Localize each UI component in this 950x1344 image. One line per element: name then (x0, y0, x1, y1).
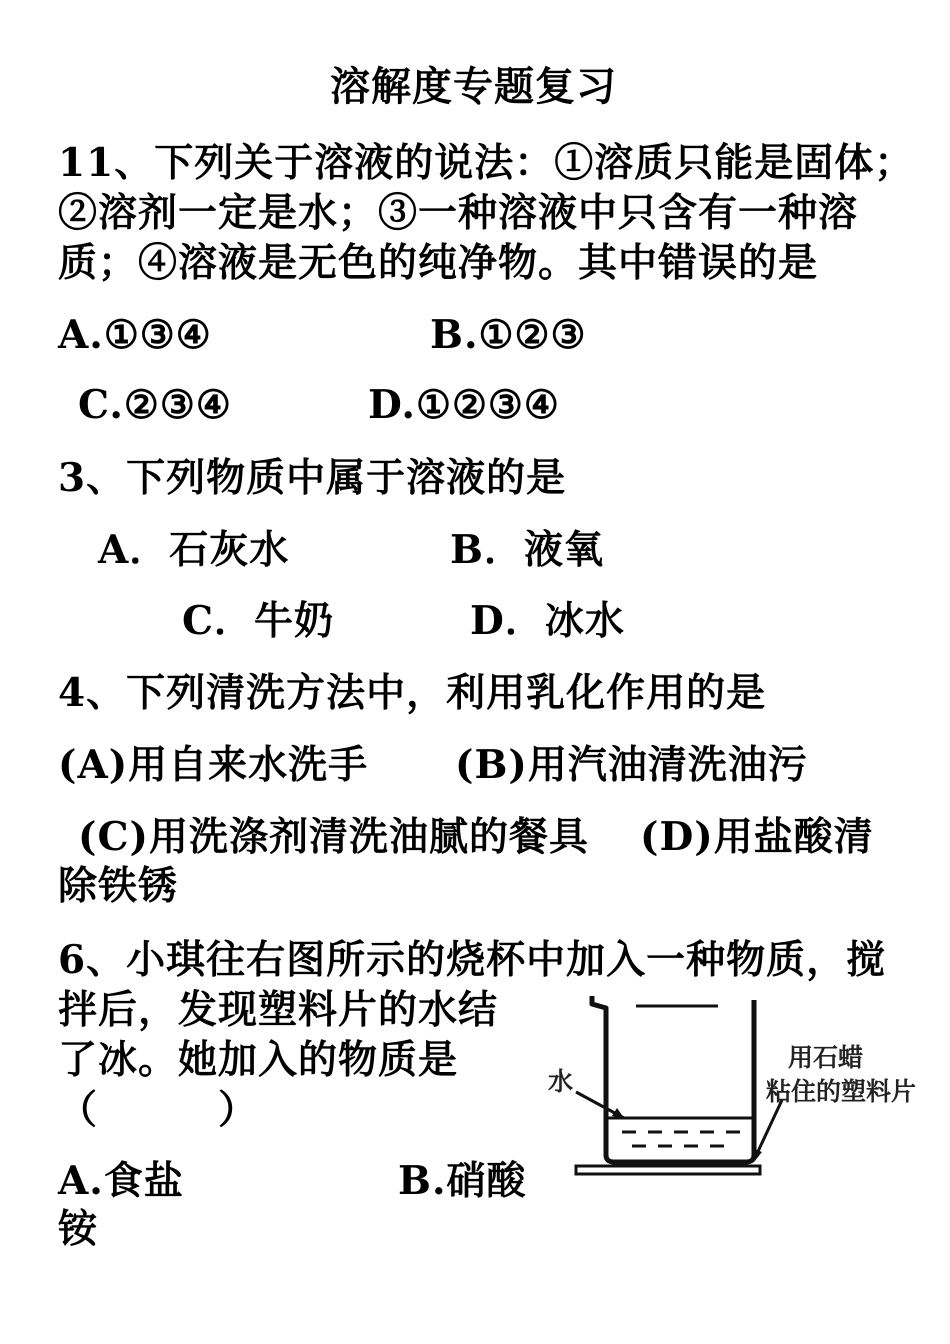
q6-option-a: A.食盐 (58, 1158, 184, 1204)
beaker-figure (540, 990, 945, 1180)
q11-line-2: ②溶剂一定是水；③一种溶液中只含有一种溶 (58, 190, 859, 236)
q4-stem: 4、下列清洗方法中，利用乳化作用的是 (58, 670, 767, 716)
q3-stem: 3、下列物质中属于溶液的是 (58, 455, 567, 501)
q3-option-c: C．牛奶 (182, 598, 335, 644)
q3-option-a: A．石灰水 (98, 527, 290, 573)
q4-option-a: (A)用自来水洗手 (58, 742, 369, 788)
q6-answer-blank: （ ） (58, 1087, 259, 1133)
q4-option-d-part-1: (D)用盐酸清 (640, 814, 874, 860)
q11-option-c: C.②③④ (78, 382, 232, 428)
plastic-sheet-label-line-2: 粘住的塑料片 (766, 1077, 917, 1106)
q4-option-d-part-2: 除铁锈 (58, 863, 179, 909)
plastic-sheet-label-line-1: 用石蜡 (788, 1043, 864, 1072)
q11-option-d: D.①②③④ (368, 382, 560, 428)
q6-option-b-part-1: B.硝酸 (398, 1158, 527, 1204)
q11-option-a: A.①③④ (58, 312, 212, 358)
q3-option-b: B．液氧 (450, 527, 604, 573)
q4-option-b: (B)用汽油清洗油污 (455, 742, 808, 788)
q11-line-3: 质；④溶液是无色的纯净物。其中错误的是 (58, 240, 819, 286)
q6-line-1: 6、小琪往右图所示的烧杯中加入一种物质，搅 (58, 937, 887, 983)
water-label: 水 (548, 1067, 574, 1096)
q6-line-2: 拌后，发现塑料片的水结 (58, 987, 499, 1033)
q3-option-d: D．冰水 (470, 598, 625, 644)
q11-option-b: B.①②③ (430, 312, 587, 358)
q4-option-c: (C)用洗涤剂清洗油腻的餐具 (78, 814, 589, 860)
q6-line-3: 了冰。她加入的物质是 (58, 1037, 459, 1083)
q6-option-b-part-2: 铵 (58, 1206, 99, 1252)
q11-line-1: 11、下列关于溶液的说法：①溶质只能是固体； (58, 140, 915, 186)
page-title: 溶解度专题复习 (330, 63, 617, 110)
